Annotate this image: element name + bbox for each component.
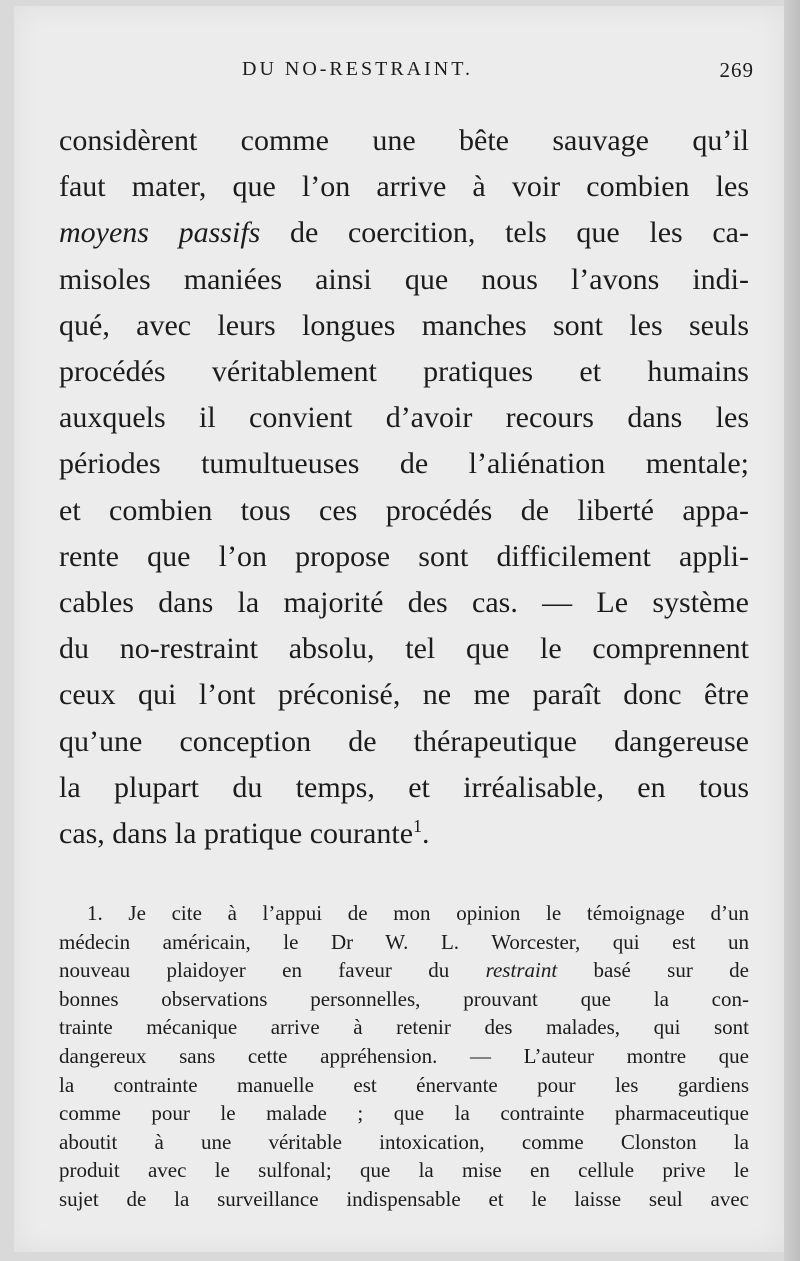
text-line: faut mater, que l’on arrive à voir combien les — [59, 170, 749, 204]
text-line: et combien tous ces procédés de liberté appa- — [59, 493, 749, 527]
text-line: du no-restraint absolu, tel que le comprennent — [59, 632, 749, 666]
text-line: rente que l’on propose sont difficilement appli- — [59, 539, 749, 573]
text-line: périodes tumultueuses de l’aliénation mentale; — [59, 447, 749, 481]
page-number: 269 — [719, 58, 754, 82]
text-line: ceux qui l’ont préconisé, ne me paraît donc être — [59, 678, 749, 712]
page-edge-shadow — [784, 0, 800, 1261]
text-line: la plupart du temps, et irréalisable, en tous — [59, 770, 749, 804]
book-page — [14, 6, 784, 1252]
footnote-line: sujet de la surveillance indispensable et le laisse seul avec — [59, 1186, 749, 1211]
footnote-line: aboutit à une véritable intoxication, comme Clonston la — [59, 1129, 749, 1154]
footnote-line — [59, 956, 749, 985]
footnote-line: comme pour le malade ; que la contrainte pharmaceutique — [59, 1101, 749, 1126]
footnote-line: 1. Je cite à l’appui de mon opinion le témoignage d’un — [87, 901, 749, 925]
footnote-line: bonnes observations personnelles, prouvant que la con- — [59, 986, 749, 1011]
text-fragment: basé sur de — [557, 958, 749, 983]
text-line: qu’une conception de thérapeutique dangereuse — [59, 724, 749, 758]
text-line: auxquels il convient d’avoir recours dans les — [59, 401, 749, 435]
italic-term: restraint — [485, 958, 558, 983]
footnote-line: produit avec le sulfonal; que la mise en cellule prive le — [59, 1158, 749, 1183]
text-fragment: nouveau plaidoyer en faveur du — [59, 958, 486, 983]
text-line: cables dans la majorité des cas. — Le système — [59, 586, 749, 620]
text-line-last — [59, 811, 749, 857]
text-fragment: cas, dans la pratique courante — [59, 817, 414, 851]
text-line: considèrent comme une bête sauvage qu’il — [59, 124, 749, 157]
footnote-line: trainte mécanique arrive à retenir des malades, qui sont — [59, 1015, 749, 1040]
running-head: DU NO-RESTRAINT. — [242, 58, 473, 80]
footnote-reference: 1 — [413, 816, 423, 837]
footnote-line: médecin américain, le Dr W. L. Worcester, qui est un — [59, 929, 749, 954]
text-line — [59, 210, 749, 256]
text-line: qué, avec leurs longues manches sont les seuls — [59, 308, 749, 342]
footnote-line: dangereux sans cette appréhension. — L’auteur montre que — [59, 1043, 749, 1068]
footnote-line: la contrainte manuelle est énervante pour les gardiens — [59, 1072, 749, 1097]
text-fragment: de coercition, tels que les ca- — [260, 216, 749, 250]
main-text — [59, 118, 749, 857]
text-fragment: . — [422, 817, 430, 851]
footnote — [59, 899, 749, 1214]
text-line: misoles maniées ainsi que nous l’avons indi- — [59, 262, 749, 296]
page-header — [14, 58, 784, 88]
text-line: procédés véritablement pratiques et humains — [59, 355, 749, 389]
italic-term: moyens passifs — [59, 216, 261, 250]
